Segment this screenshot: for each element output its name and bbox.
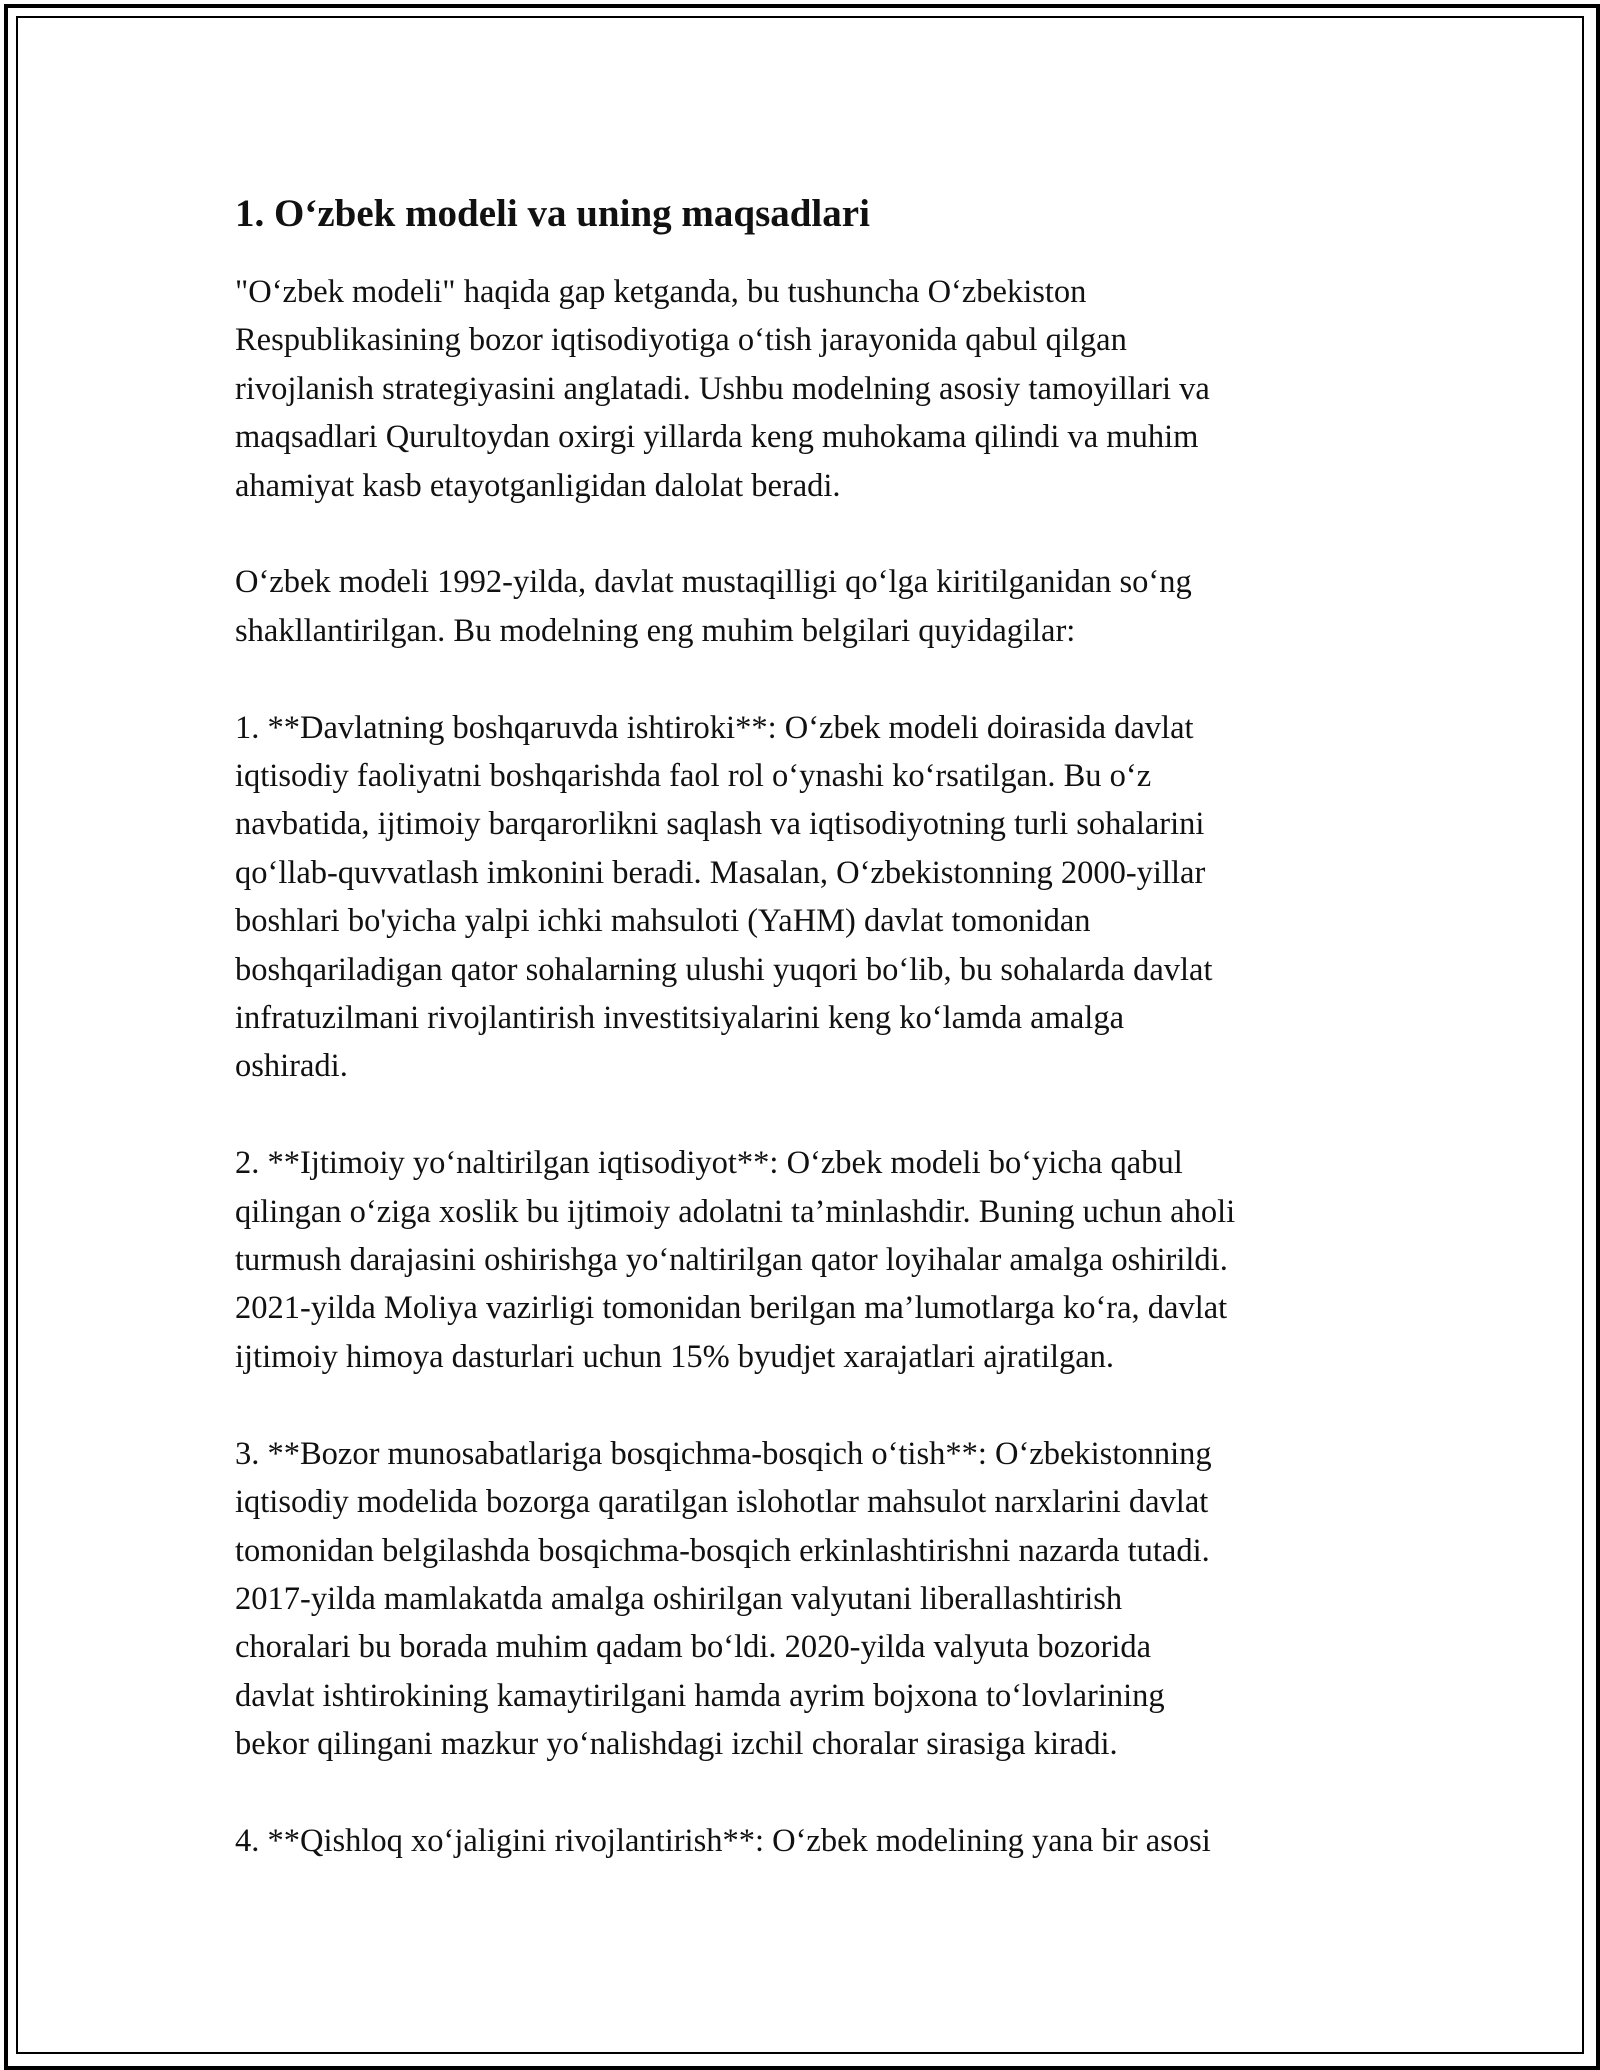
list-item-agriculture: 4. **Qishloq xo‘jaligini rivojlantirish**: O‘zbek modelining yana bir asosi [235,1822,1211,1859]
list-item-market-transition: 3. **Bozor munosabatlariga bosqichma-bosqich o‘tish**: O‘zbekistonning iqtisodiy modelida bozorga qaratilgan islohotlar mahsulot narxlarini davlat tomonidan belgilashda bosqichma-bosqich erkinlashtirishni nazarda tutadi. 2017-yilda mamlakatda amalga oshirilgan valyutani liberallashtirish choralari bu borada muhim qadam bo‘ldi. 2020-yilda valyuta bozorida davlat ishtirokining kamaytirilgani hamda ayrim bojxona to‘lovlarining bekor qilingani mazkur yo‘nalishdagi izchil choralar sirasiga kiradi. [235,1435,1212,1763]
document-body [235,186,1375,1865]
paragraph-spacer [235,510,1375,558]
paragraph-intro: "O‘zbek modeli" haqida gap ketganda, bu tushuncha O‘zbekiston Respublikasining bozor iqtisodiyotiga o‘tish jarayonida qabul qilgan rivojlanish strategiyasini anglatadi. Ushbu modelning asosiy tamoyillari va maqsadlari Qurultoydan oxirgi yillarda keng muhokama qilindi va muhim ahamiyat kasb etayotganligidan dalolat beradi. [235,274,1210,504]
section-heading: 1. O‘zbek modeli va uning maqsadlari [235,192,870,235]
paragraph-spacer [235,1381,1375,1429]
list-item-state-role: 1. **Davlatning boshqaruvda ishtiroki**: O‘zbek modeli doirasida davlat iqtisodiy faoliyatni boshqarishda faol rol o‘ynashi ko‘rsatilgan. Bu o‘z navbatida, ijtimoiy barqarorlikni saqlash va iqtisodiyotning turli sohalarini qo‘llab-quvvatlash imkonini beradi. Masalan, O‘zbekistonning 2000-yillar boshlari bo'yicha yalpi ichki mahsuloti (YaHM) davlat tomonidan boshqariladigan qator sohalarning ulushi yuqori bo‘lib, bu sohalarda davlat infratuzilmani rivojlantirish investitsiyalarini keng ko‘lamda amalga oshiradi. [235,709,1213,1085]
paragraph-spacer [235,655,1375,703]
paragraph-spacer [235,1769,1375,1817]
paragraph-history: O‘zbek modeli 1992-yilda, davlat mustaqilligi qo‘lga kiritilganidan so‘ng shakllantirilgan. Bu modelning eng muhim belgilari quyidagilar: [235,564,1192,649]
list-item-social-economy: 2. **Ijtimoiy yo‘naltirilgan iqtisodiyot**: O‘zbek modeli bo‘yicha qabul qilingan o‘ziga xoslik bu ijtimoiy adolatni ta’minlashdir. Buning uchun aholi turmush darajasini oshirishga yo‘naltirilgan qator loyihalar amalga oshirildi. 2021-yilda Moliya vazirligi tomonidan berilgan ma’lumotlarga ko‘ra, davlat ijtimoiy himoya dasturlari uchun 15% byudjet xarajatlari ajratilgan. [235,1145,1236,1375]
paragraph-spacer [235,1091,1375,1139]
